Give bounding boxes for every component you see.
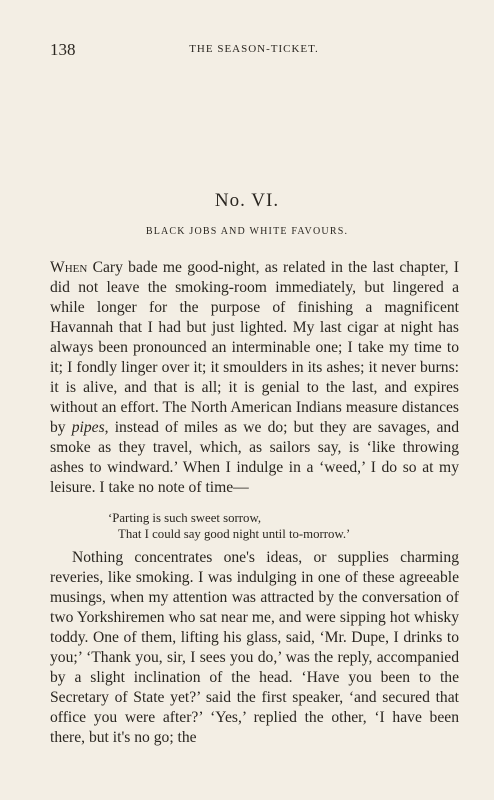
- quote-line-1: ‘Parting is such sweet sorrow,: [108, 511, 262, 525]
- paragraph-1-text-b: , instead of miles as we do; but they are savages, and smoke as they travel, which, as sailors say, is ‘like throwing ashes to windward.’ When I indulge in a ‘weed,’ I do so at my leisure. I take no note of time—: [50, 419, 459, 496]
- paragraph-2: Nothing concentrates one's ideas, or supplies charming reveries, like smoking. I was indulging in one of these agreeable musings, when my attention was attracted by the conversation of two Yorkshiremen who sat near me, and were sipping hot whisky toddy. One of them, lifting his glass, said, ‘Mr. Dupe, I drinks to you;’ ‘Thank you, sir, I sees you do,’ was the reply, accompanied by a slight inclination of the head. ‘Have you been to the Secretary of State yet?’ said the first speaker, ‘and secured that office you were after?’ ‘Yes,’ replied the other, ‘I have been there, but it's no go; the: [50, 549, 459, 746]
- verse-quote: [108, 510, 350, 542]
- chapter-title: No. VI.: [214, 190, 280, 211]
- running-title: THE SEASON-TICKET.: [189, 43, 319, 55]
- paragraph-1-text-a: Cary bade me good-night, as related in the last chapter, I did not leave the smoking-room immediately, but lingered a while longer for the purpose of finishing a magnificent Havannah that I had but just lighted. My last cigar at night has always been pronounced an interminable one; I take my time to it; I fondly linger over it; it smoulders in its ashes; it never burns: it is alive, and that is all; it is genial to the last, and expires without an effort. The North American Indians measure distances by: [50, 259, 459, 436]
- paragraph-1: [50, 258, 459, 498]
- page-number: 138: [50, 40, 76, 59]
- paragraph-lead-word: When: [50, 259, 88, 276]
- paragraph-1-italic: pipes: [71, 419, 105, 436]
- chapter-subtitle: BLACK JOBS AND WHITE FAVOURS.: [145, 226, 349, 237]
- page-header: [50, 40, 458, 60]
- quote-line-2: That I could say good night until to-morrow.’: [118, 527, 351, 541]
